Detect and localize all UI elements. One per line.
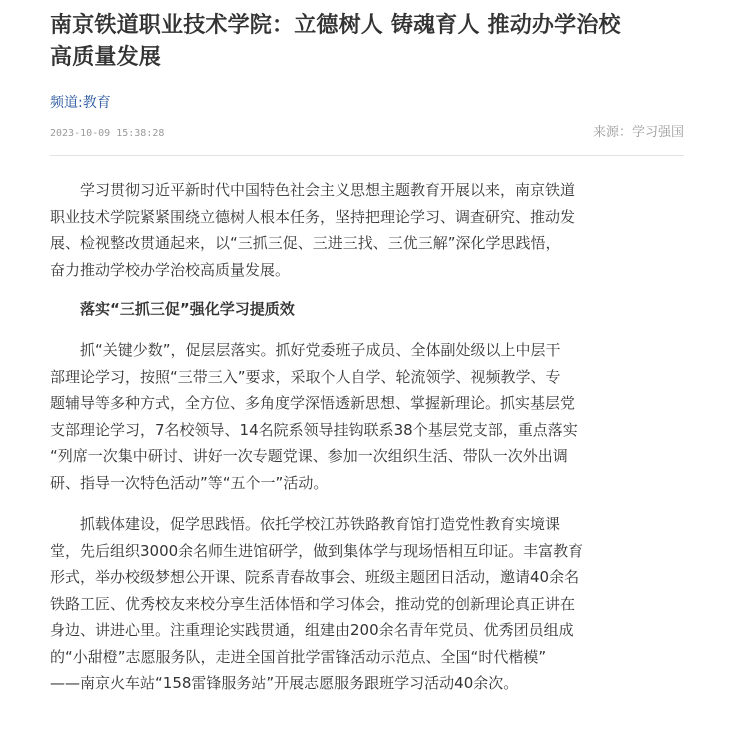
paragraph-2 xyxy=(50,337,684,496)
paragraph-line: 抓“关键少数”，促层层落实。抓好党委班子成员、全体副处级以上中层干 xyxy=(80,341,561,359)
paragraph-line: 形式，举办校级梦想公开课、院系青春故事会、班级主题团日活动，邀请40余名 xyxy=(50,568,580,586)
paragraph-1 xyxy=(50,177,684,283)
paragraph-line: 堂，先后组织3000余名师生进馆研学，做到集体学与现场悟相互印证。丰富教育 xyxy=(50,541,584,560)
article-title xyxy=(50,0,684,74)
article-meta xyxy=(50,124,684,156)
publish-date: 2023-10-09 15:38:28 xyxy=(50,128,165,139)
title-line: 高质量发展 xyxy=(50,45,162,70)
paragraph-line: 奋力推动学校办学治校高质量发展。 xyxy=(50,260,291,279)
paragraph-line: 研、指导一次特色活动”等“五个一”活动。 xyxy=(50,473,329,492)
paragraph-line: 铁路工匠、优秀校友来校分享生活体悟和学习体会，推动党的创新理论真正讲在 xyxy=(50,594,576,613)
title-line: 南京铁道职业技术学院：立德树人 铸魂育人 推动办学治校 xyxy=(50,13,621,38)
paragraph-line: 职业技术学院紧紧围绕立德树人根本任务，坚持把理论学习、调查研究、推动发 xyxy=(50,207,576,226)
paragraph-line: “列席一次集中研讨、讲好一次专题党课、参加一次组织生活、带队一次外出调 xyxy=(50,447,568,465)
paragraph-line: ——南京火车站“158雷锋服务站”开展志愿服务跟班学习活动40余次。 xyxy=(50,674,519,692)
paragraph-line: 抓载体建设，促学思践悟。依托学校江苏铁路教育馆打造党性教育实境课 xyxy=(80,515,561,533)
paragraph-line: 学习贯彻习近平新时代中国特色社会主义思想主题教育开展以来，南京铁道 xyxy=(80,181,576,199)
paragraph-line: 支部理论学习，7名校领导、14名院系领导挂钩联系38个基层党支部，重点落实 xyxy=(50,420,578,439)
paragraph-line: 的“小甜橙”志愿服务队，走进全国首批学雷锋活动示范点、全国“时代楷模” xyxy=(50,647,547,666)
paragraph-line: 部理论学习，按照“三带三入”要求，采取个人自学、轮流领学、视频教学、专 xyxy=(50,367,561,386)
paragraph-3 xyxy=(50,511,684,697)
paragraph-line: 展、检视整改贯通起来，以“三抓三促、三进三找、三优三解”深化学思践悟， xyxy=(50,234,561,252)
section-subheading: 落实“三抓三促”强化学习提质效 xyxy=(80,300,295,318)
article-source: 来源：学习强国 xyxy=(592,125,684,140)
paragraph-line: 题辅导等多种方式，全方位、多角度学深悟透新思想、掌握新理论。抓实基层党 xyxy=(50,394,576,412)
paragraph-line: 身边、讲进心里。注重理论实践贯通，组建由200余名青年党员、优秀团员组成 xyxy=(50,621,574,639)
channel-link[interactable]: 频道:教育 xyxy=(50,95,111,111)
